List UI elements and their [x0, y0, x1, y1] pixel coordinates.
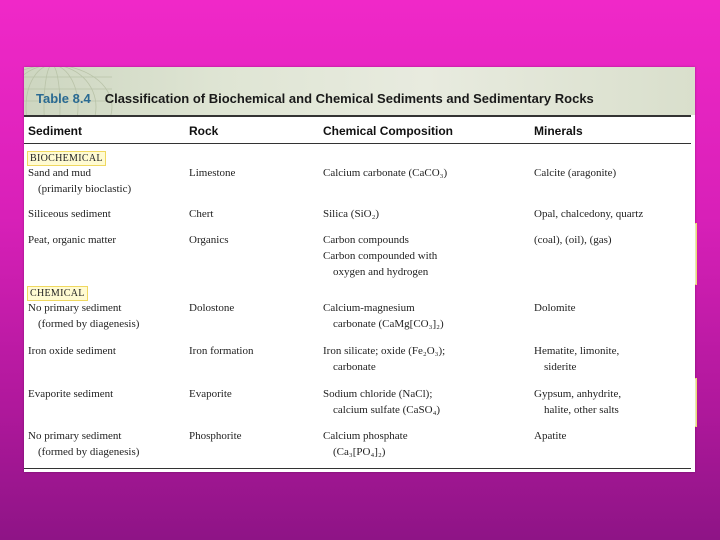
- rock-chert: Chert: [189, 208, 214, 220]
- rock-phosphorite: Phosphorite: [189, 430, 242, 442]
- rock-dolostone: Dolostone: [189, 302, 235, 314]
- table-row: Sand and mud (primarily bioclastic): [28, 167, 132, 195]
- rock-evaporite: Evaporite: [189, 388, 232, 400]
- header-rock: Rock: [189, 124, 219, 138]
- minerals-organics: (coal), (oil), (gas): [534, 234, 612, 246]
- top-rule: [24, 115, 691, 117]
- minerals-limestone: Calcite (aragonite): [534, 167, 617, 179]
- minerals-iron-formation: Hematite, limonite, siderite: [534, 345, 620, 373]
- composition-iron-formation: Iron silicate; oxide (Fe₂O₃); carbonate: [323, 345, 446, 373]
- composition-evaporite: Sodium chloride (NaCl); calcium sulfate (CaSO₄): [323, 388, 441, 416]
- composition-organics: Carbon compounds Carbon compounded with oxygen and hydrogen: [323, 234, 438, 278]
- minerals-dolostone: Dolomite: [534, 302, 576, 314]
- section-label-biochemical: BIOCHEMICAL: [27, 151, 106, 166]
- header-rule: [24, 143, 691, 144]
- table-row: Iron oxide sediment: [28, 345, 116, 357]
- composition-dolostone: Calcium-magnesium carbonate (CaMg[CO₃]₂): [323, 302, 444, 330]
- composition-chert: Silica (SiO₂): [323, 208, 380, 220]
- table-row: No primary sediment (formed by diagenesis): [28, 430, 140, 458]
- composition-phosphorite: Calcium phosphate (Ca₃[PO₄]₂): [323, 430, 408, 458]
- table-row: Siliceous sediment: [28, 208, 111, 220]
- table-title: Classification of Biochemical and Chemical Sediments and Sedimentary Rocks: [104, 91, 594, 106]
- header-composition: Chemical Composition: [323, 124, 454, 138]
- rock-organics: Organics: [189, 234, 229, 246]
- rock-iron-formation: Iron formation: [189, 345, 254, 357]
- table-number: Table 8.4: [36, 91, 91, 106]
- minerals-phosphorite: Apatite: [534, 430, 567, 442]
- table-row: No primary sediment (formed by diagenesis): [28, 302, 140, 330]
- bottom-rule: [24, 468, 691, 469]
- minerals-chert: Opal, chalcedony, quartz: [534, 208, 644, 220]
- rock-limestone: Limestone: [189, 167, 236, 179]
- table-row: Evaporite sediment: [28, 388, 114, 400]
- table-content: [24, 67, 695, 472]
- composition-limestone: Calcium carbonate (CaCO₃): [323, 167, 448, 179]
- table-row: Peat, organic matter: [28, 234, 117, 246]
- header-sediment: Sediment: [28, 124, 83, 138]
- header-minerals: Minerals: [534, 124, 583, 138]
- section-label-chemical: CHEMICAL: [27, 286, 88, 301]
- minerals-evaporite: Gypsum, anhydrite, halite, other salts: [534, 388, 622, 416]
